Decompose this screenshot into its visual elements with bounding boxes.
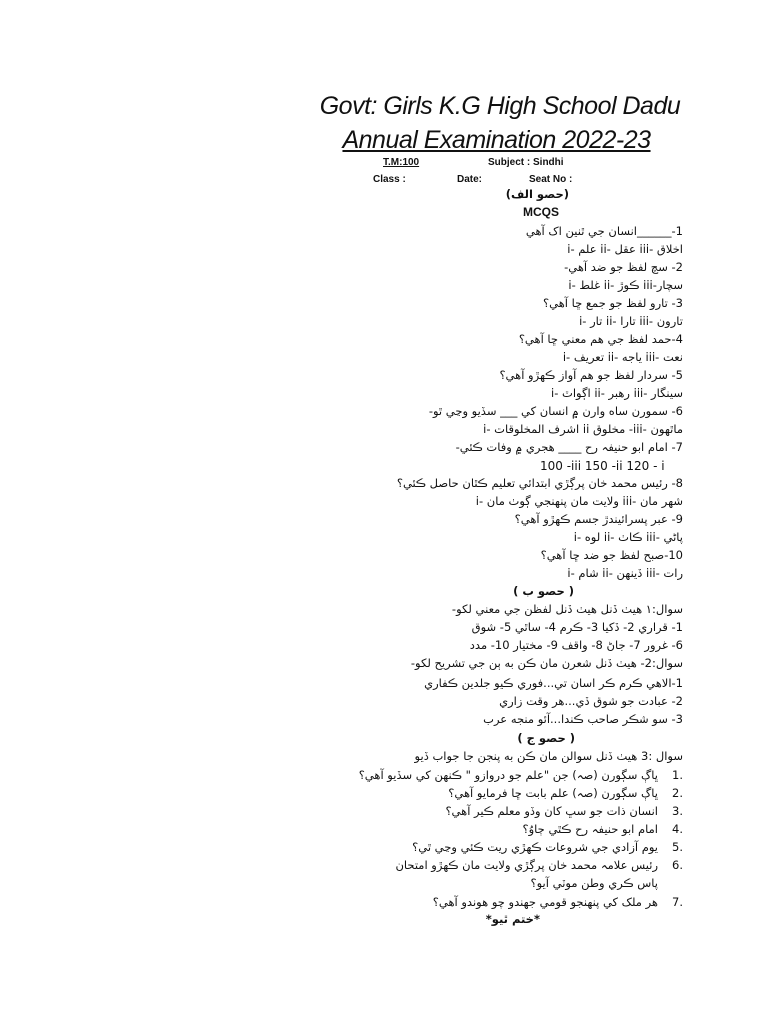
question-text: ڀاڳ سڳورن (صہ) جن "علم جو دروازو " ڪنهن کي سڏيو آهي؟ — [358, 768, 658, 782]
exam-title: Annual Examination 2022-23 — [342, 126, 651, 154]
mcq-line: i- تار ii- تارا iii- تارون — [579, 314, 683, 328]
mcq-line: 8- رئيس محمد خان پرڳڙي ابتدائي تعليم ڪٿان حاصل ڪئي؟ — [396, 476, 683, 490]
school-title: Govt: Girls K.G High School Dadu — [319, 92, 681, 120]
mcq-line: 10-صبح لفظ جو ضد ڇا آهي؟ — [540, 548, 683, 562]
mcq-line: i- غلط ii- ڪوڙ iii-سچار — [568, 278, 683, 292]
question-line: 6- غرور 7- جاڻ 8- واقف 9- مختيار 10- مدد — [469, 638, 683, 652]
total-marks: T.M:100 — [383, 157, 420, 168]
question-text-continued: پاس ڪري وطن موٽي آيو؟ — [530, 876, 658, 890]
mcq-line: i- علم ii- عقل iii- اخلاق — [567, 242, 683, 256]
question-line: 1-الاهي ڪرم ڪر اسان تي...فوري ڪيو جلدين ڪفاري — [424, 676, 683, 690]
mcq-line: i- شام ii- ڏينهن iii- رات — [567, 566, 683, 580]
question-text: ڀاڳ سڳورن (صہ) علم بابت ڇا فرمايو آهي؟ — [448, 786, 658, 800]
question-line: 2- عبادت جو شوق ڏي...هر وقت زاري — [499, 694, 683, 708]
question-number: 7. — [672, 895, 683, 909]
mcq-line: i- لوه ii- ڪاٺ iii- پاڻي — [573, 530, 683, 544]
question-number: 1. — [672, 768, 683, 782]
question-text: يوم آزادي جي شروعات ڪهڙي ريت ڪئي وڃي ٿي؟ — [412, 840, 658, 854]
question-number: 2. — [672, 786, 683, 800]
seat-no-field: Seat No : — [529, 174, 573, 185]
question-line: 3- سو شڪر صاحب ڪندا...آئو منجه عرب — [483, 712, 683, 726]
mcq-line: i- اشرف المخلوقات ii مخلوق -iii- ماٿهون — [483, 422, 683, 436]
class-field: Class : — [373, 174, 406, 185]
mcq-line: 2- سچ لفظ جو ضد آهي- — [564, 260, 683, 274]
question-line: سوال:2- هيٺ ڏنل شعرن مان ڪن به ٻن جي تشريح لکو- — [410, 656, 683, 670]
mcq-line: 3- تارو لفظ جو جمع ڇا آهي؟ — [543, 296, 683, 310]
mcq-line: i- تعريف ii- ياجه iii- نعت — [562, 350, 683, 364]
question-text: امام ابو حنيفہ رح ڪٿي ڄاوُ؟ — [522, 822, 658, 836]
mcq-line: 7- امام ابو حنيفہ رح ____ هجري ۾ وفات ڪئي- — [455, 440, 683, 454]
date-field: Date: — [457, 174, 483, 185]
mcq-line: i- ولايت مان پنهنجي ڳوٺ مان iii- شهر مان — [475, 494, 683, 508]
section-b-heading: ( حصو ب ) — [513, 584, 574, 598]
mcq-line: 4-حمد لفظ جي هم معني ڇا آهي؟ — [518, 332, 683, 346]
question-line: سوال:۱ هيٺ ڏنل هيٺ ڏنل لفظن جي معني لکو- — [451, 602, 683, 616]
mcq-line: 6- سمورن ساه وارن ۾ انسان کي ___ سڏيو وڃي ٿو- — [428, 404, 683, 418]
question-line: 1- قراري 2- ڏکيا 3- ڪرم 4- ساٿي 5- شوق — [471, 620, 683, 634]
section-c-heading: ( حصو ج ) — [517, 731, 575, 745]
question-number: 6. — [672, 858, 683, 872]
question-intro: سوال :3 هيٺ ڏنل سوالن مان ڪن به پنجن جا جواب ڏيو — [414, 749, 683, 763]
mcq-line: 5- سردار لفظ جو هم آواز ڪهڙو آهي؟ — [499, 368, 683, 382]
question-number: 3. — [672, 804, 683, 818]
section-a-heading: (حصو الف) — [505, 187, 569, 201]
mcq-options-7: 100 -iii 150 -ii 120 - i — [540, 459, 665, 473]
question-number: 5. — [672, 840, 683, 854]
end-marker: *ختم ٿيو* — [485, 912, 540, 926]
question-number: 4. — [672, 822, 683, 836]
mcq-line: 1-______انسان جي ٿنين اک آهي — [525, 224, 683, 238]
mcq-line: i- اڳواٽ ii- رهبر iii- سينگار — [551, 386, 683, 400]
question-text: هر ملک کي پنهنجو قومي جهندو چو هوندو آهي؟ — [432, 895, 658, 909]
question-text: انسان ذات جو سڀ کان وڏو معلم ڪير آهي؟ — [445, 804, 658, 818]
question-text: رئيس علامہ محمد خان پرڳڙي ولايت مان ڪهڙو امتحان — [395, 858, 658, 872]
mcqs-label: MCQS — [523, 205, 559, 219]
subject: Subject : Sindhi — [488, 157, 564, 168]
mcq-line: 9- عبر پسرائيندڙ جسم ڪهڙو آهي؟ — [514, 512, 683, 526]
